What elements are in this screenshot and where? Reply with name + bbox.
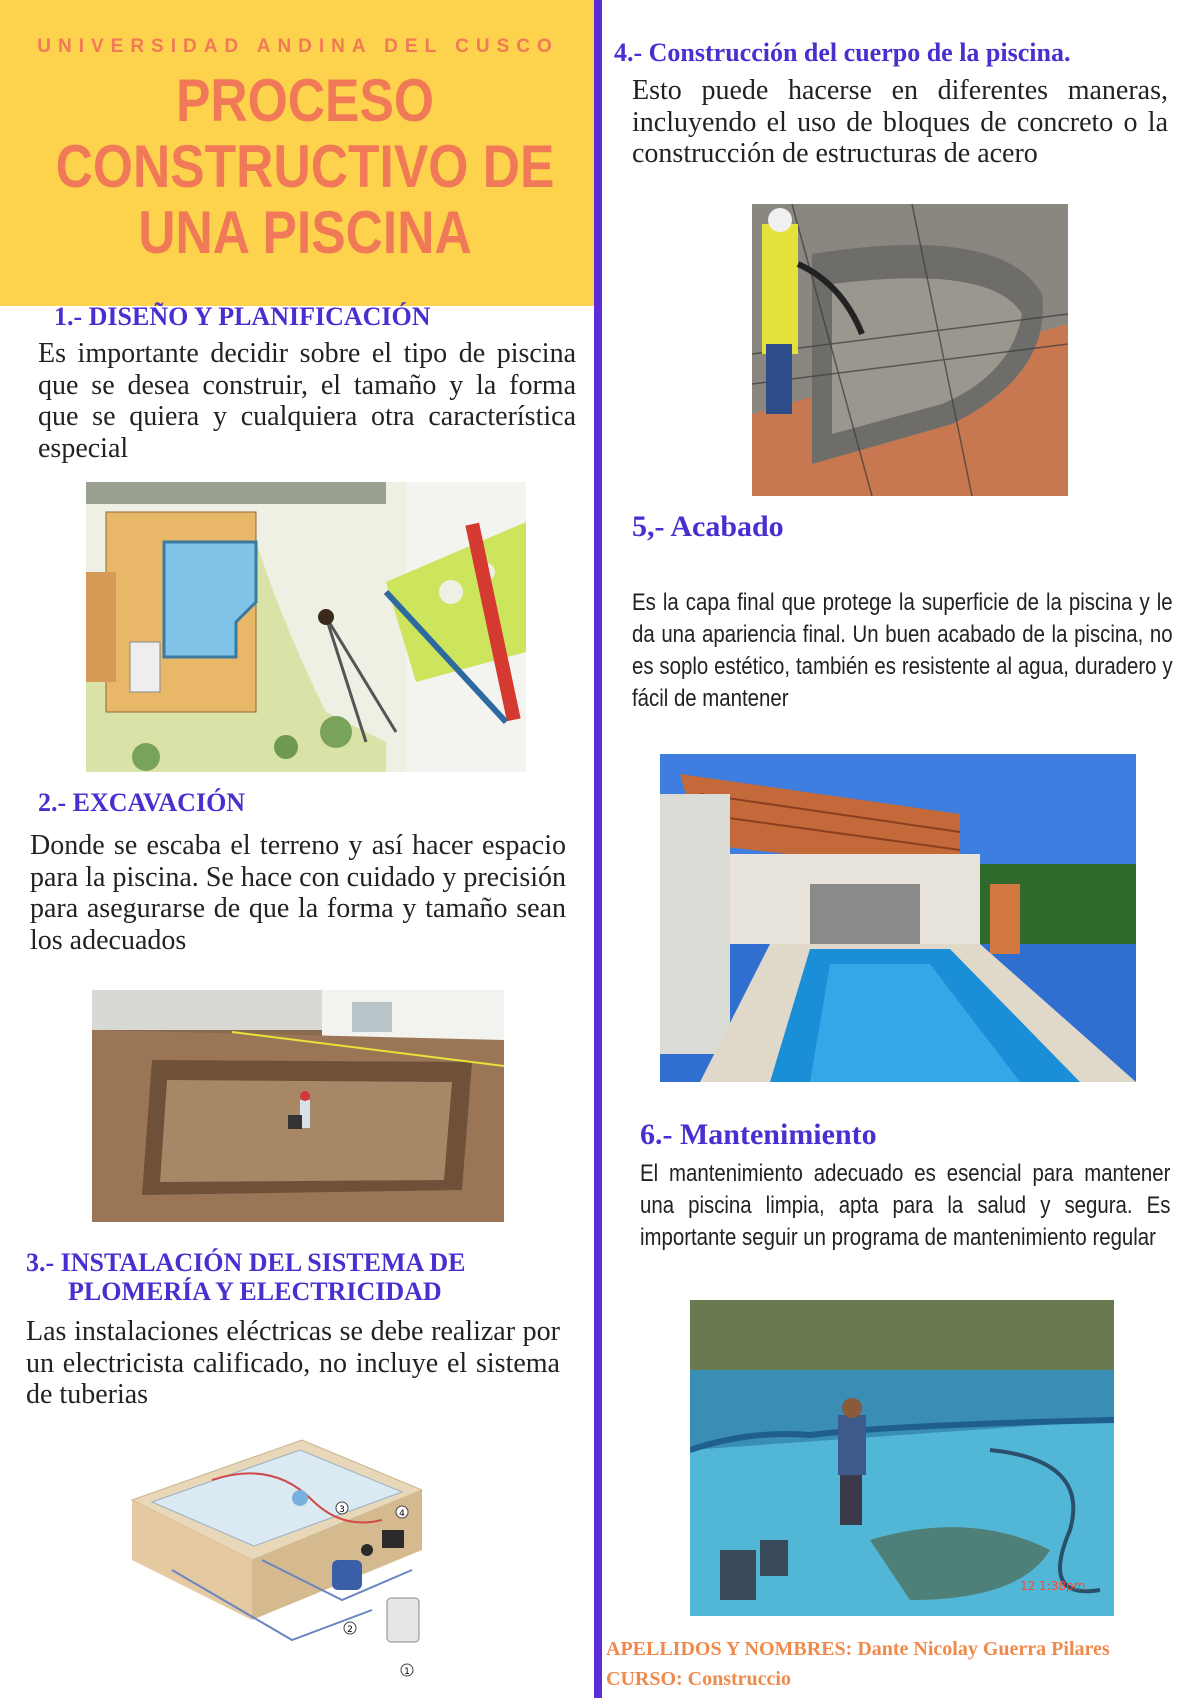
pool-body-construction-photo <box>752 204 1068 496</box>
section-3-heading <box>26 1248 465 1306</box>
title-line-2: CONSTRUCTIVO DE <box>55 133 555 200</box>
pool-design-sketch-image <box>86 482 526 772</box>
diagram-label-3: 3 <box>339 1505 345 1515</box>
section-1-text: Es importante decidir sobre el tipo de piscina que se desea construir, el tamaño y la forma que se quiera y cualquiera otra característica especial <box>38 338 576 464</box>
section-2-heading: 2.- EXCAVACIÓN <box>38 788 246 817</box>
course-name: CURSO: Construccio <box>606 1668 791 1690</box>
section-5-heading: 5,- Acabado <box>632 510 784 543</box>
section-3-heading-line-1: 3.- INSTALACIÓN DEL SISTEMA DE <box>26 1248 466 1277</box>
section-4-text: Esto puede hacerse en diferentes maneras, incluyendo el uso de bloques de concreto o la construcción de estructuras de acero <box>632 75 1168 169</box>
excavation-photo <box>92 990 504 1222</box>
column-divider <box>594 0 602 1698</box>
pool-maintenance-photo <box>690 1300 1114 1616</box>
diagram-label-1: 1 <box>404 1667 410 1677</box>
page-title <box>43 68 568 266</box>
section-3-text: Las instalaciones eléctricas se debe realizar por un electricista calificado, no incluye el sistema de tuberias <box>26 1316 560 1410</box>
photo-timestamp: 12 1:38pm <box>1020 1579 1086 1593</box>
diagram-label-4: 4 <box>399 1509 405 1519</box>
title-line-3: UNA PISCINA <box>138 199 472 266</box>
section-4-heading: 4.- Construcción del cuerpo de la piscina. <box>614 38 1071 67</box>
title-line-1: PROCESO <box>175 67 435 134</box>
section-6-text: El mantenimiento adecuado es esencial para mantener una piscina limpia, apta para la salud y segura. Es importante seguir un programa de mantenimiento regular <box>640 1160 1171 1251</box>
university-name: UNIVERSIDAD ANDINA DEL CUSCO <box>37 36 559 57</box>
section-1-heading: 1.- DISEÑO Y PLANIFICACIÓN <box>54 302 431 331</box>
plumbing-diagram <box>112 1420 472 1688</box>
finished-pool-photo <box>660 754 1136 1082</box>
section-5-text: Es la capa final que protege la superficie de la piscina y le da una apariencia final. Un buen acabado de la piscina, no es soplo estético, también es resistente al agua, duradero y fácil de mantener <box>632 589 1173 712</box>
author-name: APELLIDOS Y NOMBRES: Dante Nicolay Guerra Pilares <box>606 1638 1110 1660</box>
diagram-label-2: 2 <box>347 1625 353 1635</box>
section-6-heading: 6.- Mantenimiento <box>640 1118 877 1151</box>
section-3-heading-line-2: PLOMERÍA Y ELECTRICIDAD <box>68 1277 442 1306</box>
section-2-text: Donde se escaba el terreno y así hacer espacio para la piscina. Se hace con cuidado y precisión para asegurarse de que la forma y tamaño sean los adecuados <box>30 830 566 956</box>
